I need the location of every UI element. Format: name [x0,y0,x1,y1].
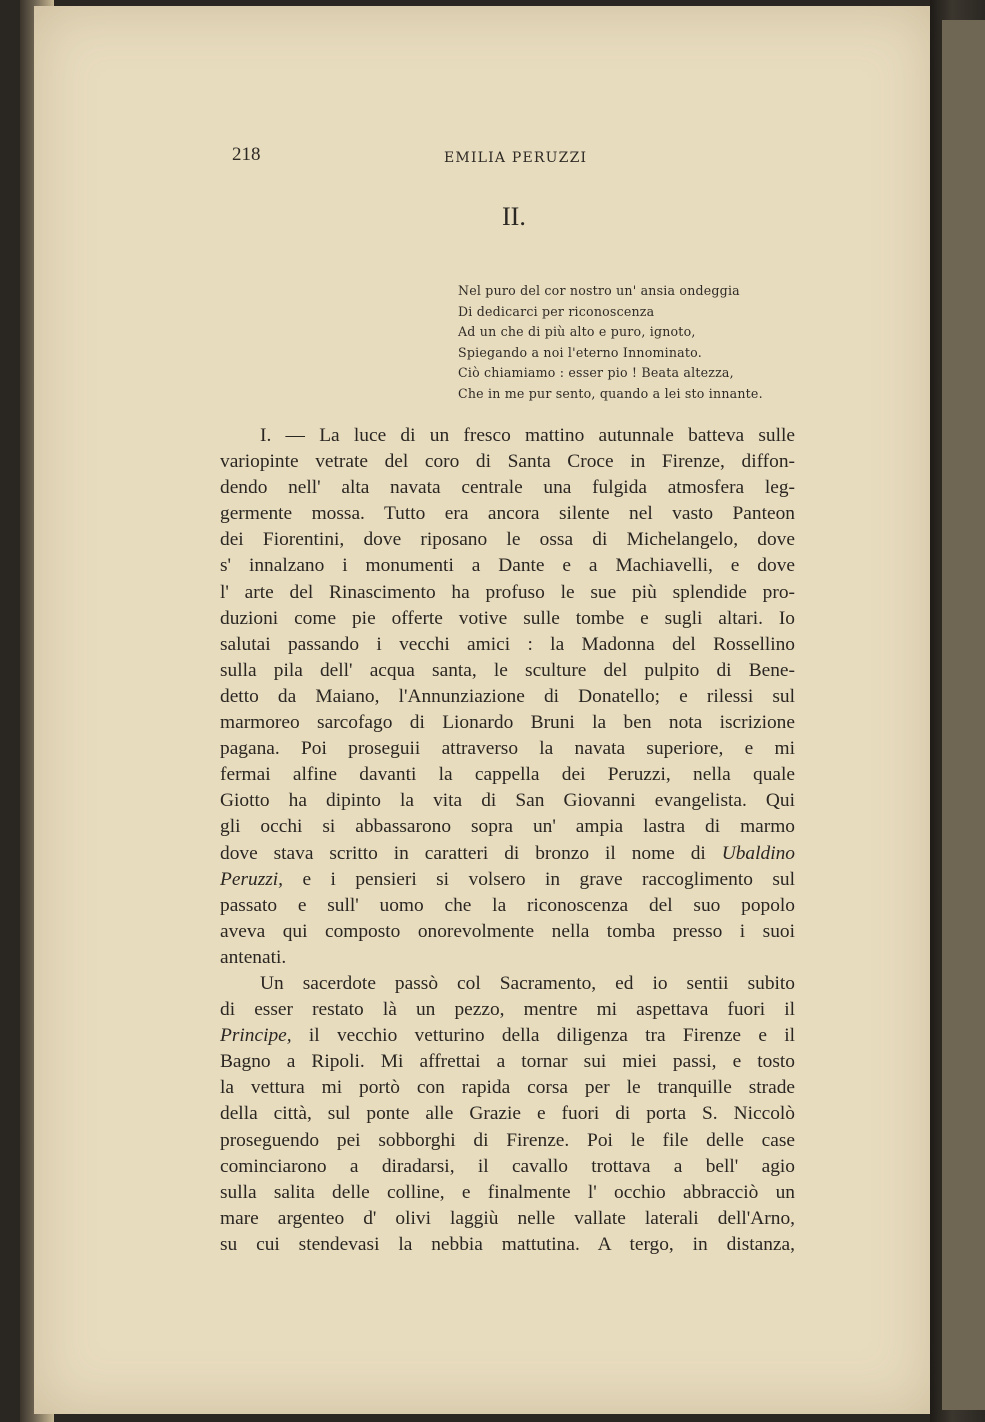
text-line: Bagno a Ripoli. Mi affrettai a tornar sui miei passi, e tosto [220,1051,795,1073]
text-line: pagana. Poi proseguii attraverso la navata superiore, e mi [220,738,795,760]
text-line: antenati. [220,946,287,968]
epigraph-line: Spiegando a noi l'eterno Innominato. [458,344,702,360]
epigraph-line: Ciò chiamiamo : esser pio ! Beata altezza, [458,365,734,381]
text-line: aveva qui composto onorevolmente nella tomba presso i suoi [220,920,795,942]
text-line: mare argenteo d' olivi laggiù nelle vallate laterali dell'Arno, [220,1207,795,1229]
text-line: detto da Maiano, l'Annunziazione di Donatello; e rilessi sul [220,685,795,707]
text-line: della città, sul ponte alle Grazie e fuori di porta S. Niccolò [220,1103,795,1125]
text-line: proseguendo pei sobborghi di Firenze. Poi le file delle case [220,1129,795,1151]
body-text [220,423,795,1258]
epigraph-line: Nel puro del cor nostro un' ansia ondeggia [458,283,740,298]
text-line: Giotto ha dipinto la vita di San Giovanni evangelista. Qui [220,790,795,812]
text-line: su cui stendevasi la nebbia mattutina. A tergo, in distanza, [220,1233,795,1255]
page-number: 218 [232,144,261,165]
text-line: cominciarono a diradarsi, il cavallo trottava a bell' agio [220,1155,795,1177]
text-line: s' innalzano i monumenti a Dante e a Machiavelli, e dove [220,555,795,577]
text-line: duzioni come pie offerte votive sulle tombe e sugli altari. Io [220,607,795,629]
epigraph-line: Che in me pur sento, quando a lei sto innante. [458,385,763,401]
text-line: dendo nell' alta navata centrale una fulgida atmosfera leg- [220,477,795,499]
text-line: la vettura mi portò con rapida corsa per le tranquille strade [220,1077,795,1099]
text-line: fermai alfine davanti la cappella dei Peruzzi, nella quale [220,764,795,786]
text-line: I. — La luce di un fresco mattino autunnale batteva sulle [260,425,795,446]
text-segment: dove stava scritto in caratteri di bronzo il nome di [220,842,706,864]
text-line: sulla salita delle colline, e finalmente l' occhio abbracciò un [220,1181,795,1203]
text-line: l' arte del Rinascimento ha profuso le sue più splendide pro- [220,581,795,603]
running-title: EMILIA PERUZZI [444,150,588,166]
text-line: dei Fiorentini, dove riposano le ossa di Michelangelo, dove [220,529,795,551]
italic-name: Peruzzi, [220,868,284,890]
text-line: salutai passando i vecchi amici : la Madonna del Rossellino [220,633,795,655]
text-line: di esser restato là un pezzo, mentre mi aspettava fuori il [220,999,795,1021]
text-segment: il vecchio vetturino della diligenza tra Firenze e il [291,1025,795,1047]
text-line: variopinte vetrate del coro di Santa Croce in Firenze, diffon- [220,451,795,473]
text-line [220,841,795,867]
section-numeral: II. [502,202,526,231]
text-line: marmoreo sarcofago di Lionardo Bruni la ben nota iscrizione [220,712,795,734]
text-line: gli occhi si abbassarono sopra un' ampia lastra di marmo [220,816,795,838]
text-line [220,867,795,893]
text-line: Un sacerdote passò col Sacramento, ed io sentii subito [260,972,795,994]
text-line: sulla pila dell' acqua santa, le sculture del pulpito di Bene- [220,659,795,681]
epigraph-line: Di dedicarci per riconoscenza [458,303,655,319]
page-header [232,144,792,174]
text-line: germente mossa. Tutto era ancora silente nel vasto Panteon [220,503,795,525]
italic-word: Principe, [220,1025,292,1047]
facing-page-sliver [942,20,985,1410]
epigraph-poem [458,281,818,405]
epigraph-line: Ad un che di più alto e puro, ignoto, [458,324,696,340]
text-line: passato e sull' uomo che la riconoscenza del suo popolo [220,894,795,916]
text-segment: e i pensieri si volsero in grave raccoglimento sul [283,868,795,890]
text-line [220,1023,795,1049]
italic-name: Ubaldino [721,842,795,864]
